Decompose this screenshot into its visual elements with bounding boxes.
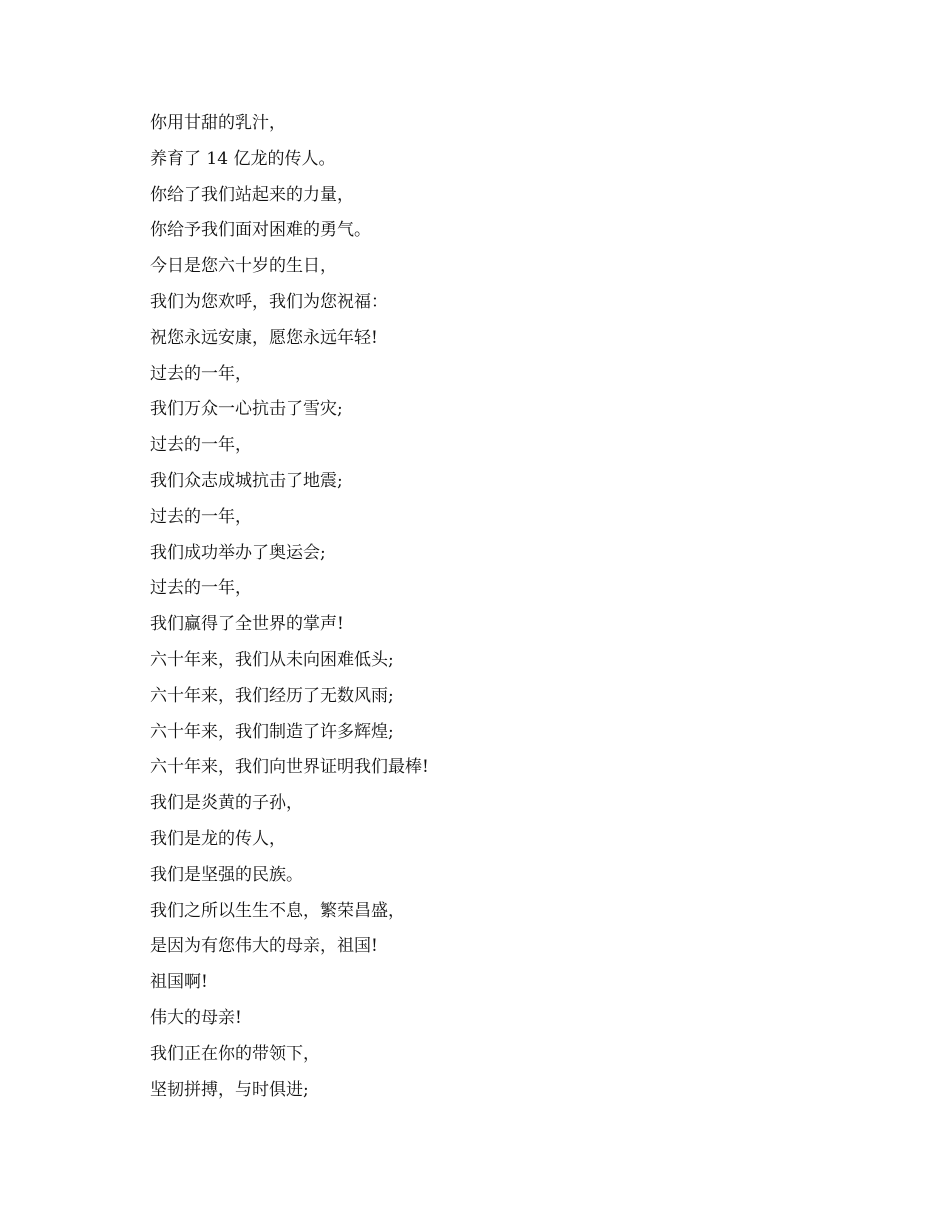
poem-line: 过去的一年， — [150, 363, 252, 384]
poem-line: 我们赢得了全世界的掌声! — [150, 614, 344, 635]
poem-line: 过去的一年， — [150, 578, 252, 599]
poem-line: 我们是坚强的民族。 — [150, 864, 303, 885]
poem-line: 坚韧拼搏，与时俱进; — [150, 1079, 309, 1100]
poem-line: 你用甘甜的乳汁， — [150, 113, 286, 133]
poem-line: 今日是您六十岁的生日， — [150, 256, 337, 277]
poem-line: 我们正在你的带领下， — [150, 1043, 320, 1064]
poem-line: 我们为您欢呼，我们为您祝福： — [150, 291, 388, 312]
poem-line: 你给予我们面对困难的勇气。 — [150, 220, 371, 241]
poem-line: 我们之所以生生不息，繁荣昌盛， — [150, 900, 405, 921]
poem-line: 我们是炎黄的子孙， — [150, 793, 303, 814]
poem-line: 过去的一年， — [150, 506, 252, 527]
poem-line: 六十年来，我们从未向困难低头; — [150, 649, 394, 670]
poem-line: 你给了我们站起来的力量， — [150, 184, 354, 205]
poem-body — [150, 108, 429, 1110]
poem-line: 我们众志成城抗击了地震; — [150, 470, 343, 491]
poem-line: 是因为有您伟大的母亲，祖国! — [150, 936, 378, 957]
poem-line: 六十年来，我们经历了无数风雨; — [150, 685, 394, 706]
poem-line: 六十年来，我们制造了许多辉煌; — [150, 721, 394, 742]
poem-line: 祝您永远安康，愿您永远年轻! — [150, 327, 378, 348]
poem-line: 伟大的母亲! — [150, 1007, 242, 1028]
poem-line: 我们是龙的传人， — [150, 828, 286, 849]
poem-line: 我们万众一心抗击了雪灾; — [150, 399, 343, 420]
poem-line: 养育了 14 亿龙的传人。 — [150, 148, 336, 169]
poem-line: 六十年来，我们向世界证明我们最棒! — [150, 757, 429, 778]
poem-line: 过去的一年， — [150, 435, 252, 456]
poem-line: 祖国啊! — [150, 972, 208, 993]
poem-line: 我们成功举办了奥运会; — [150, 542, 326, 563]
